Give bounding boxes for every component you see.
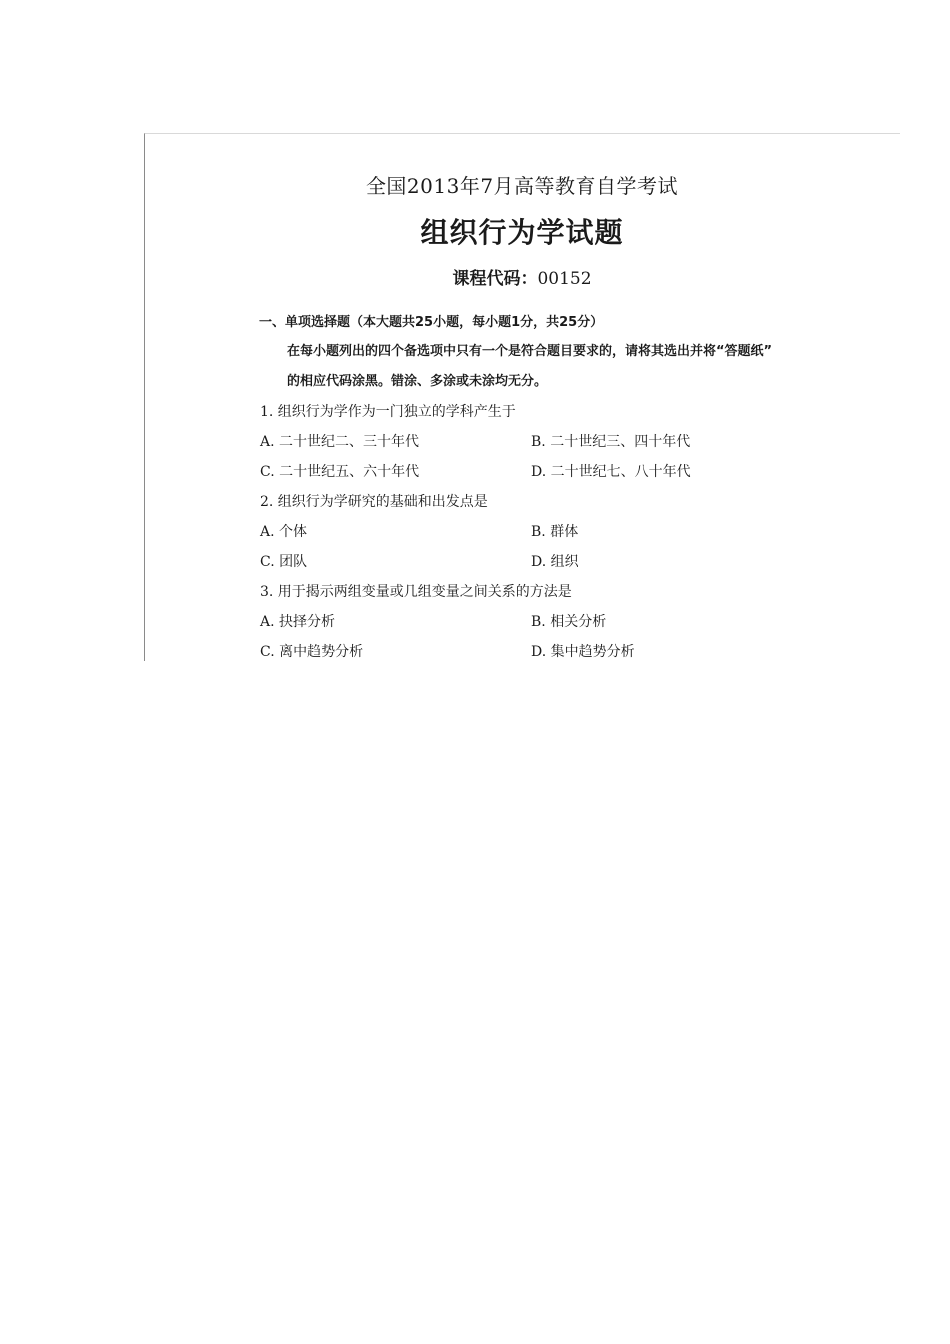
answer-option: C. 二十世纪五、六十年代: [260, 464, 420, 480]
answer-option: B. 相关分析: [531, 614, 607, 630]
course-code: [144, 266, 900, 292]
answer-option: C. 离中趋势分析: [260, 644, 364, 660]
section-instruction: 的相应代码涂黑。错涂、多涂或未涂均无分。: [287, 374, 548, 389]
question-stem: 2. 组织行为学研究的基础和出发点是: [260, 494, 488, 510]
answer-option: D. 集中趋势分析: [531, 644, 635, 660]
answer-option: B. 群体: [531, 524, 579, 540]
subject-title: 组织行为学试题: [420, 216, 624, 249]
question-stem: 3. 用于揭示两组变量或几组变量之间关系的方法是: [260, 584, 572, 600]
answer-option: A. 二十世纪二、三十年代: [260, 434, 420, 450]
answer-option: A. 抉择分析: [260, 614, 336, 630]
section-heading: 一、单项选择题（本大题共25小题，每小题1分，共25分）: [259, 315, 604, 330]
course-code-label: 课程代码：: [452, 269, 538, 289]
exam-title: 全国2013年7月高等教育自学考试: [365, 174, 679, 198]
course-code-value: 00152: [537, 269, 592, 289]
question-stem: 1. 组织行为学作为一门独立的学科产生于: [260, 404, 516, 420]
answer-option: D. 组织: [531, 554, 579, 570]
answer-option: B. 二十世纪三、四十年代: [531, 434, 691, 450]
answer-option: A. 个体: [260, 524, 308, 540]
answer-option: D. 二十世纪七、八十年代: [531, 464, 691, 480]
section-instruction: 在每小题列出的四个备选项中只有一个是符合题目要求的，请将其选出并将“答题纸”: [287, 344, 773, 359]
answer-option: C. 团队: [260, 554, 308, 570]
